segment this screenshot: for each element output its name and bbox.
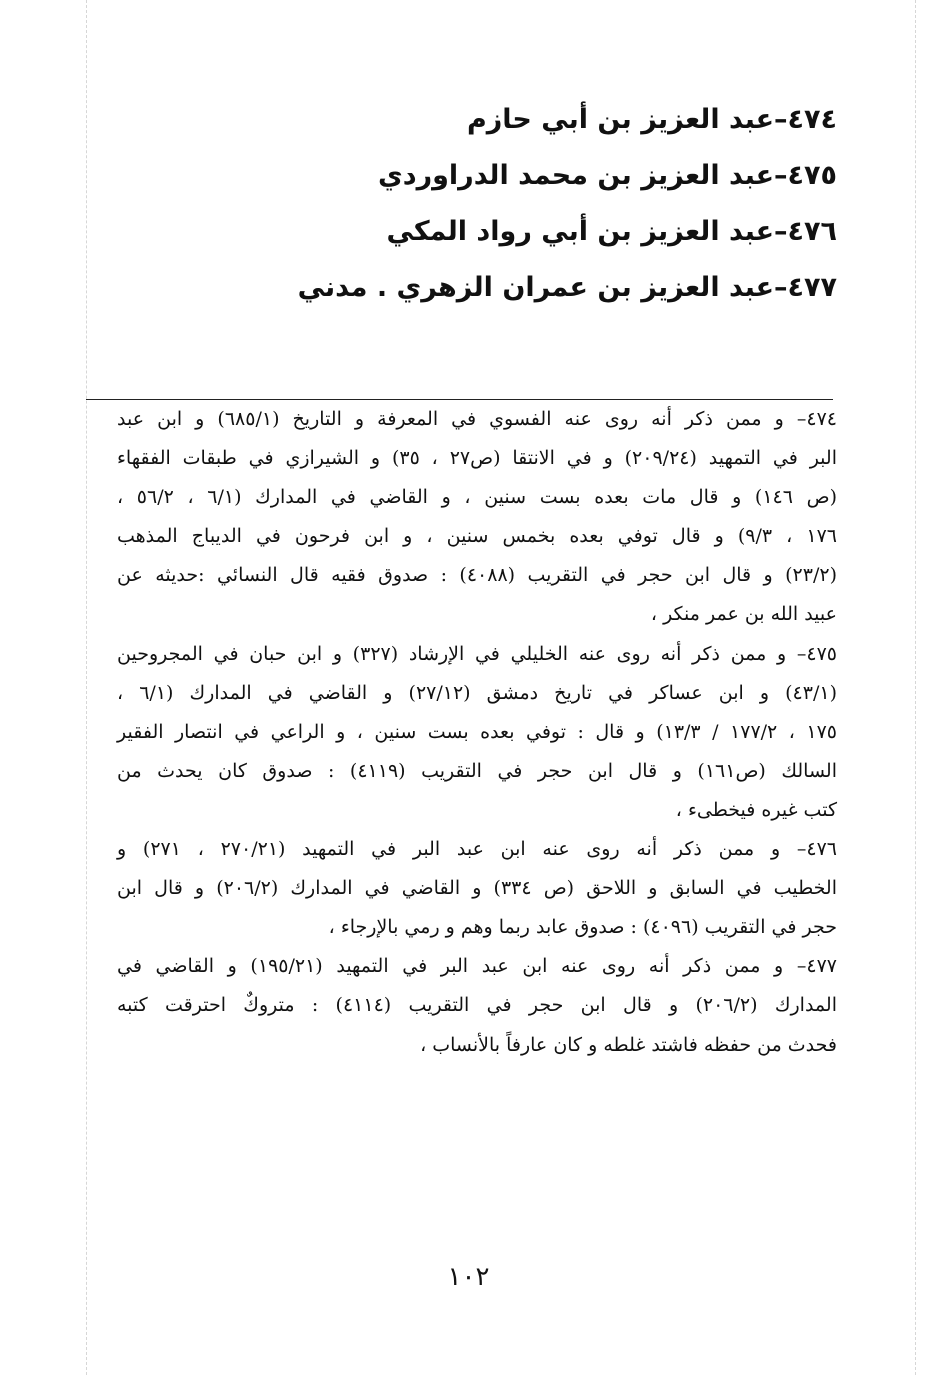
footnote-line: ٤٧٤– و ممن ذكر أنه روى عنه الفسوي في المعرفة و التاريخ (٦٨٥/١) و ابن عبد <box>117 408 838 430</box>
entry-heading-476: ٤٧٦–عبد العزيز بن أبي رواد المكي <box>386 216 837 247</box>
footnote-line: ١٧٦ ، ٩/٣) و قال توفي بعده بخمس سنين ، و ابن فرحون في الديباج المذهب <box>117 525 837 548</box>
footnote-line: ١٧٥ ، ١٧٧/٢ / ١٣/٣) و قال : توفي بعده بست سنين ، و الراعي في انتصار الفقير <box>117 720 837 743</box>
footnote-line: (ص ١٤٦) و قال مات بعده بست سنين ، و القاضي في المدارك (٦/١ ، ٥٦/٢ ، <box>117 486 838 509</box>
footnote-line: (٤٣/١) و ابن عساكر في تاريخ دمشق (٢٧/١٢) و القاضي في المدارك (٦/١ ، <box>117 681 837 704</box>
footnote-line: حجر في التقريب (٤٠٩٦) : صدوق عابد ربما وهم و رمي بالإرجاء ، <box>328 916 837 939</box>
footnote-line: فحدث من حفظه فاشتد غلطه و كان عارفاً بالأنساب ، <box>420 1033 837 1056</box>
page-number: ١٠٢ <box>447 1262 490 1292</box>
footnote-line: الخطيب في السابق و اللاحق (ص ٣٣٤) و القاضي في المدارك (٢٠٦/٢) و قال ابن <box>117 877 837 900</box>
footnote-line: كتب غيره فيخطىء ، <box>675 798 837 821</box>
footnote-line: ٤٧٥– و ممن ذكر أنه روى عنه الخليلي في الإرشاد (٣٢٧) و ابن حبان في المجروحين <box>117 642 837 665</box>
entry-heading-474: ٤٧٤–عبد العزيز بن أبي حازم <box>466 104 837 135</box>
footnote-line: السالك (ص١٦١) و قال ابن حجر في التقريب (٤١١٩) : صدوق كان يحدث من <box>117 759 837 782</box>
entry-heading-475: ٤٧٥–عبد العزيز بن محمد الدراوردي <box>377 160 837 191</box>
entry-headings <box>117 92 837 316</box>
footnote-line: ٤٧٦– و ممن ذكر أنه روى عنه ابن عبد البر في التمهيد (٢٧٠/٢١ ، ٢٧١) و <box>117 838 838 861</box>
entry-heading-477: ٤٧٧–عبد العزيز بن عمران الزهري . مدني <box>297 272 837 303</box>
left-margin-guide <box>86 0 87 1375</box>
footnotes <box>117 400 837 1065</box>
footnote-line: عبيد الله بن عمر منكر ، <box>650 603 837 626</box>
footnote-line: ٤٧٧– و ممن ذكر أنه روى عنه ابن عبد البر في التمهيد (١٩٥/٢١) و القاضي في <box>117 955 837 978</box>
right-margin-guide <box>915 0 916 1375</box>
footnote-line: البر في التمهيد (٢٠٩/٢٤) و في الانتقا (ص٢٧ ، ٣٥) و الشيرازي في طبقات الفقهاء <box>117 447 837 470</box>
footnote-line: (٢٣/٢) و قال ابن حجر في التقريب (٤٠٨٨) : صدوق فقيه قال النسائي :حديثه عن <box>117 564 837 587</box>
footnote-line: المدارك (٢٠٦/٢) و قال ابن حجر في التقريب (٤١١٤) : متروكٌ احترقت كتبه <box>117 994 837 1017</box>
